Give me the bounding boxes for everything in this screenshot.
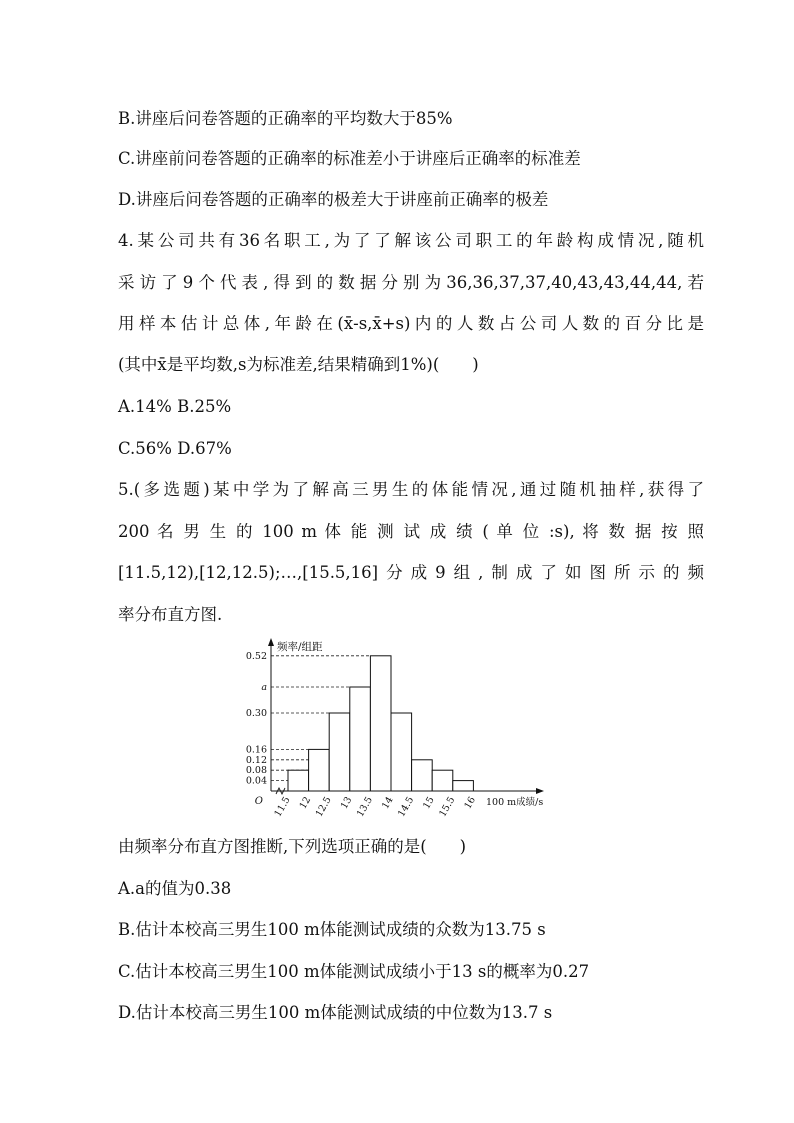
histogram-bar bbox=[329, 713, 350, 791]
histogram-bar bbox=[432, 770, 453, 791]
question-4-line-3: 用样本估计总体,年龄在(x̄-s,x̄+s)内的人数占公司人数的百分比是 bbox=[118, 314, 704, 333]
question-4-line-4: (其中x̄是平均数,s为标准差,结果精确到1%)( ) bbox=[118, 355, 479, 374]
y-tick-label: 0.12 bbox=[245, 754, 267, 766]
x-tick-label: 13 bbox=[338, 795, 355, 811]
x-tick-label: 11.5 bbox=[272, 795, 293, 819]
question-4-line-2: 采访了9个代表,得到的数据分别为36,36,37,37,40,43,43,44,44,若 bbox=[118, 273, 704, 292]
question-4-options-cd: C.56% D.67% bbox=[118, 439, 232, 458]
y-tick-label: a bbox=[261, 682, 267, 693]
histogram-bar bbox=[350, 687, 371, 791]
histogram-bar bbox=[288, 770, 309, 791]
question-5-option-b: B.估计本校高三男生100 m体能测试成绩的众数为13.75 s bbox=[118, 920, 546, 939]
x-tick-label: 12.5 bbox=[313, 795, 334, 819]
y-tick-label: 0.08 bbox=[245, 765, 267, 777]
histogram-bar bbox=[412, 760, 433, 791]
y-axis-title: 频率/组距 bbox=[277, 641, 323, 653]
x-axis-arrow bbox=[536, 788, 544, 794]
question-5-line-3: [11.5,12),[12,12.5);…,[15.5,16]分成9组,制成了如图所示的频 bbox=[118, 563, 704, 582]
question-5-line-4: 率分布直方图. bbox=[118, 605, 223, 624]
x-tick-label: 14 bbox=[380, 795, 396, 811]
option-c-q3: C.讲座前问卷答题的正确率的标准差小于讲座后正确率的标准差 bbox=[118, 149, 581, 168]
y-tick-label: 0.16 bbox=[245, 744, 267, 756]
histogram-bar bbox=[453, 781, 474, 791]
question-5-prompt: 由频率分布直方图推断,下列选项正确的是( ) bbox=[118, 837, 467, 856]
histogram-bar bbox=[370, 656, 391, 791]
y-tick-label: 0.04 bbox=[245, 775, 267, 787]
question-4-options-ab: A.14% B.25% bbox=[118, 397, 232, 416]
x-tick-label: 13.5 bbox=[354, 795, 375, 819]
question-5-line-1: 5.(多选题)某中学为了解高三男生的体能情况,通过随机抽样,获得了 bbox=[118, 480, 704, 499]
question-4-line-1: 4.某公司共有36名职工,为了了解该公司职工的年龄构成情况,随机 bbox=[118, 231, 704, 250]
x-tick-label: 15.5 bbox=[437, 795, 458, 819]
x-tick-label: 16 bbox=[462, 795, 478, 811]
x-axis-title: 100 m成绩/s bbox=[486, 797, 544, 808]
frequency-histogram bbox=[238, 636, 558, 836]
option-d-q3: D.讲座后问卷答题的正确率的极差大于讲座前正确率的极差 bbox=[118, 190, 549, 209]
origin-label: O bbox=[254, 796, 263, 807]
x-tick-label: 15 bbox=[421, 795, 437, 811]
option-b-q3: B.讲座后问卷答题的正确率的平均数大于85% bbox=[118, 109, 453, 128]
x-tick-label: 12 bbox=[297, 795, 314, 811]
question-5-option-d: D.估计本校高三男生100 m体能测试成绩的中位数为13.7 s bbox=[118, 1003, 553, 1022]
y-tick-label: 0.52 bbox=[245, 650, 267, 662]
axis-break-mark bbox=[276, 788, 285, 794]
question-5-option-c: C.估计本校高三男生100 m体能测试成绩小于13 s的概率为0.27 bbox=[118, 962, 590, 981]
x-tick-label: 14.5 bbox=[396, 795, 417, 819]
question-5-line-2: 200 名 男 生 的 100 m 体 能 测 试 成 绩 ( 单 位 :s), 将 数 据 按 照 bbox=[118, 522, 704, 541]
histogram-bar bbox=[309, 749, 330, 791]
y-axis-arrow bbox=[268, 638, 274, 646]
histogram-bar bbox=[391, 713, 412, 791]
y-tick-label: 0.30 bbox=[245, 708, 267, 719]
question-5-option-a: A.a的值为0.38 bbox=[118, 879, 232, 898]
